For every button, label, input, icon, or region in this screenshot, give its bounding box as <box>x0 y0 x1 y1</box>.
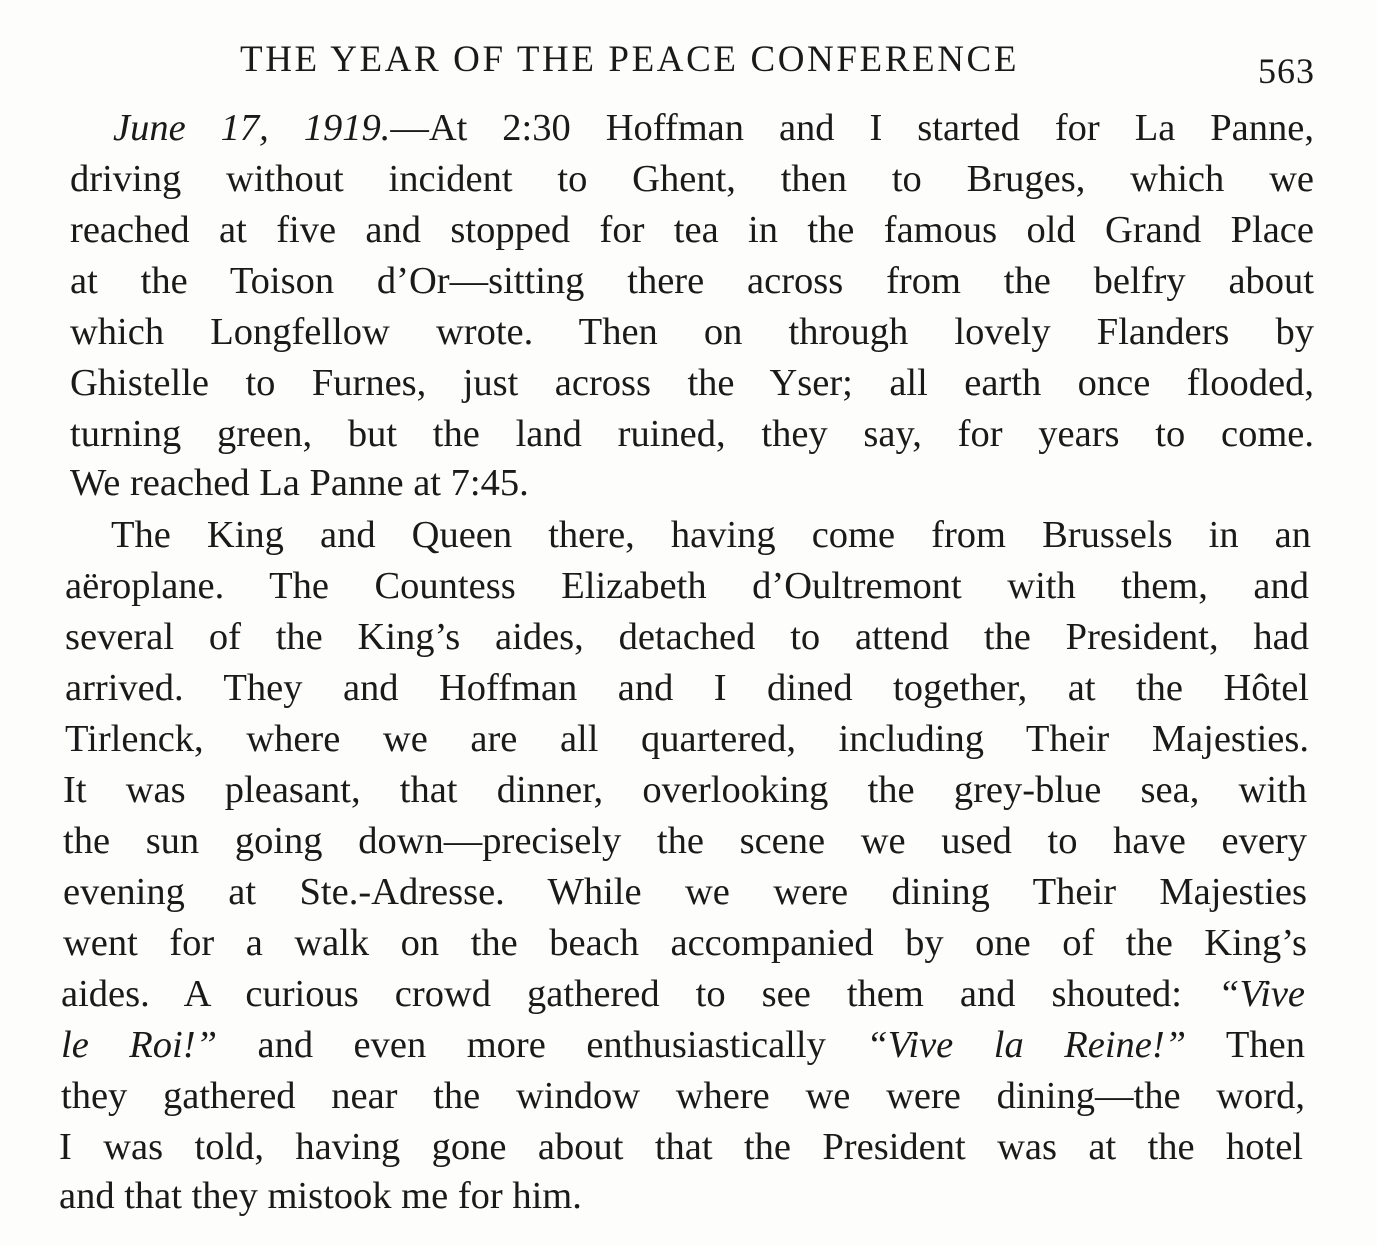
text-line <box>61 1023 1305 1067</box>
text-line: which Longfellow wrote. Then on through lovely Flanders by <box>70 311 1314 353</box>
line-text: and even more enthusiastically <box>216 1024 867 1066</box>
text-line: It was pleasant, that dinner, overlooking the grey-blue sea, with <box>63 769 1307 811</box>
text-line: evening at Ste.-Adresse. While we were dining Their Majesties <box>63 871 1307 913</box>
line-text: Then <box>1186 1024 1305 1066</box>
text-line: and that they mistook me for him. <box>59 1175 582 1217</box>
text-line: arrived. They and Hoffman and I dined together, at the Hôtel <box>65 667 1309 709</box>
text-line: We reached La Panne at 7:45. <box>70 462 529 504</box>
line-text: aides. A curious crowd gathered to see them and shouted: <box>61 973 1219 1015</box>
text-line: I was told, having gone about that the President was at the hotel <box>59 1126 1303 1168</box>
text-line: driving without incident to Ghent, then to Bruges, which we <box>70 158 1314 200</box>
text-line: went for a walk on the beach accompanied by one of the King’s <box>63 922 1307 964</box>
text-line: at the Toison d’Or—sitting there across from the belfry about <box>70 260 1314 302</box>
running-title: THE YEAR OF THE PEACE CONFERENCE <box>240 39 1020 80</box>
text-line <box>61 972 1305 1016</box>
text-line: the sun going down—precisely the scene we used to have every <box>63 820 1307 862</box>
italic-quote: “Vive la Reine!” <box>866 1024 1187 1066</box>
text-line <box>113 106 1314 150</box>
text-line: reached at five and stopped for tea in the famous old Grand Place <box>70 209 1314 251</box>
text-line: Tirlenck, where we are all quartered, including Their Majesties. <box>65 718 1309 760</box>
italic-quote: “Vive <box>1218 973 1305 1015</box>
text-line: they gathered near the window where we were dining—the word, <box>61 1075 1305 1117</box>
text-line: aëroplane. The Countess Elizabeth d’Oultremont with them, and <box>65 565 1309 607</box>
italic-quote: le Roi!” <box>61 1024 217 1066</box>
line-text: —At 2:30 Hoffman and I started for La Panne, <box>390 107 1314 149</box>
text-line: Ghistelle to Furnes, just across the Yser; all earth once flooded, <box>70 362 1314 404</box>
text-line: The King and Queen there, having come from Brussels in an <box>111 514 1311 556</box>
page-number: 563 <box>1258 51 1315 91</box>
text-line: several of the King’s aides, detached to attend the President, had <box>65 616 1309 658</box>
text-line: turning green, but the land ruined, they say, for years to come. <box>70 413 1314 455</box>
entry-date: June 17, 1919. <box>113 107 391 149</box>
